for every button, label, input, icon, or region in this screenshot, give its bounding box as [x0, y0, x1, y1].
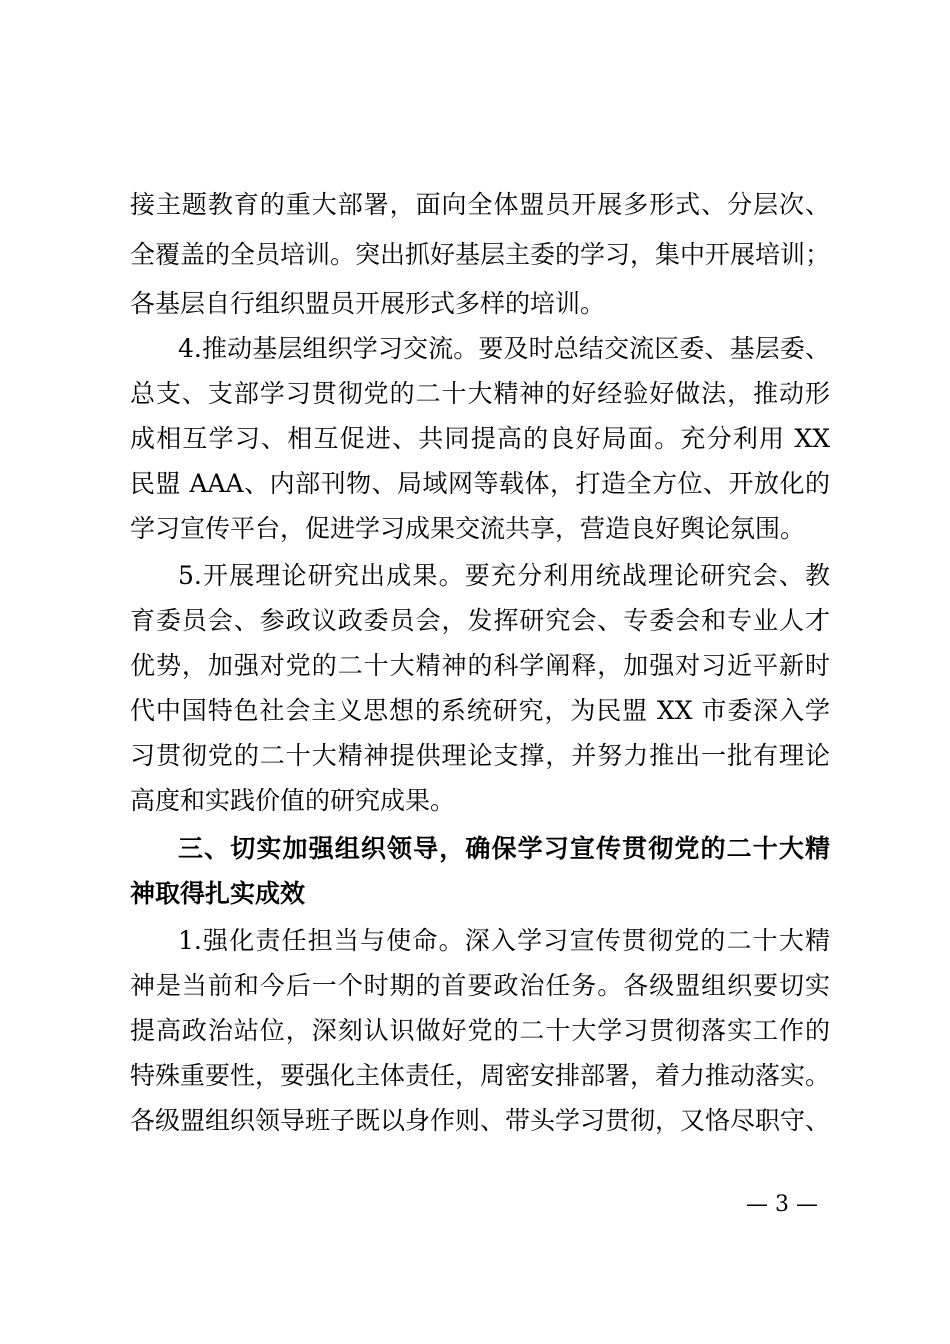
paragraph-5-line-3: 优势，加强对党的二十大精神的科学阐释，加强对习近平新时: [130, 651, 830, 680]
paragraph-6-line-4: 特殊重要性，要强化主体责任，周密安排部署，着力推动落实。: [130, 1061, 831, 1090]
paragraph-4-line-1: 4.推动基层组织学习交流。要及时总结交流区委、基层委、: [178, 334, 830, 363]
paragraph-line-2: 全覆盖的全员培训。突出抓好基层主委的学习，集中开展培训；: [130, 240, 831, 269]
paragraph-4-line-3: 成相互学习、相互促进、共同提高的良好局面。充分利用 XX: [130, 424, 830, 453]
paragraph-4-line-2: 总支、支部学习贯彻党的二十大精神的好经验好做法，推动形: [130, 379, 830, 408]
page-number: — 3 —: [746, 1192, 818, 1217]
paragraph-6-line-1: 1.强化责任担当与使命。深入学习宣传贯彻党的二十大精: [178, 926, 830, 955]
paragraph-6-line-3: 提高政治站位，深刻认识做好党的二十大学习贯彻落实工作的: [130, 1016, 830, 1045]
paragraph-6-line-5: 各级盟组织领导班子既以身作则、带头学习贯彻，又恪尽职守、: [130, 1106, 831, 1135]
paragraph-5-line-6: 高度和实践价值的研究成果。: [130, 786, 456, 815]
paragraph-4-line-4: 民盟 AAA、内部刊物、局域网等载体，打造全方位、开放化的: [130, 469, 830, 498]
paragraph-line-3: 各基层自行组织盟员开展形式多样的培训。: [130, 289, 606, 318]
paragraph-4-line-5: 学习宣传平台，促进学习成果交流共享，营造良好舆论氛围。: [130, 514, 806, 543]
paragraph-5-line-5: 习贯彻党的二十大精神提供理论支撑，并努力推出一批有理论: [130, 741, 830, 770]
paragraph-5-line-1: 5.开展理论研究出成果。要充分利用统战理论研究会、教: [178, 561, 830, 590]
section-heading-line-1: 三、切实加强组织领导，确保学习宣传贯彻党的二十大精: [178, 834, 830, 863]
paragraph-5-line-2: 育委员会、参政议政委员会，发挥研究会、专委会和专业人才: [130, 606, 830, 635]
section-heading-line-2: 神取得扎实成效: [130, 879, 306, 908]
paragraph-line-1: 接主题教育的重大部署，面向全体盟员开展多形式、分层次、: [130, 190, 830, 219]
paragraph-5-line-4: 代中国特色社会主义思想的系统研究，为民盟 XX 市委深入学: [130, 696, 830, 725]
paragraph-6-line-2: 神是当前和今后一个时期的首要政治任务。各级盟组织要切实: [130, 971, 830, 1000]
